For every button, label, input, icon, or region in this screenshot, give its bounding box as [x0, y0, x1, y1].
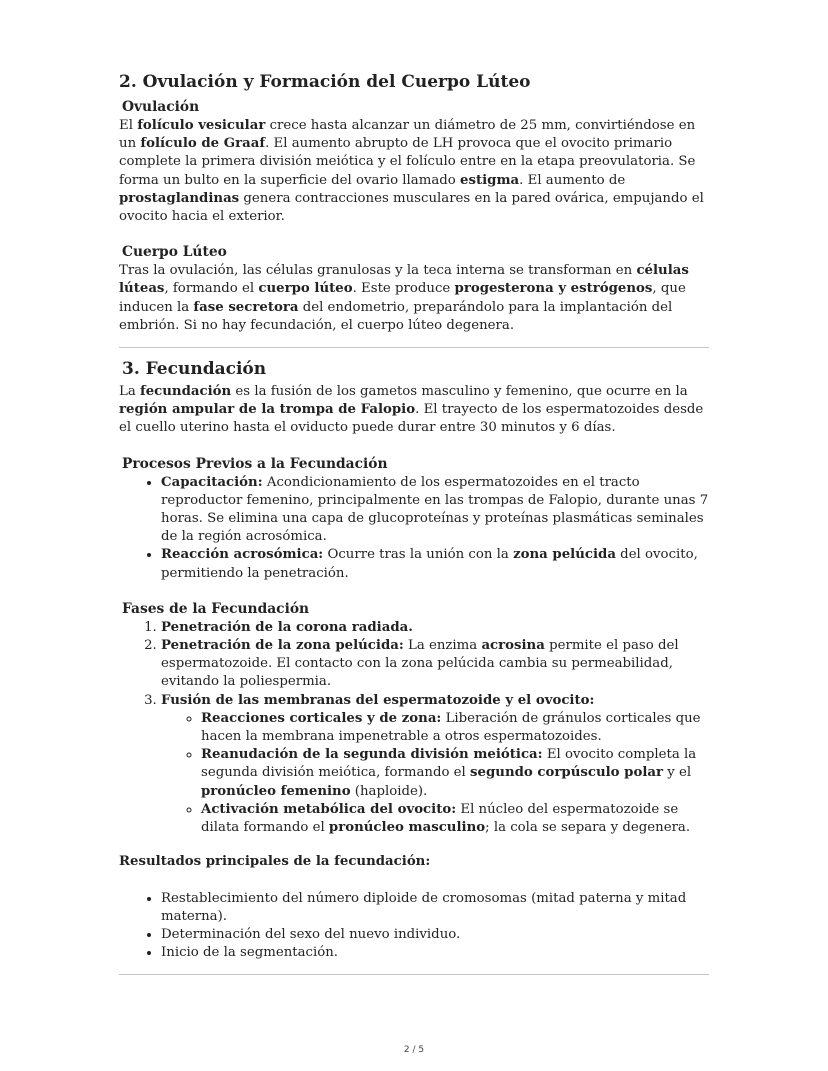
fases-heading: Fases de la Fecundación [122, 600, 310, 617]
sublist-item: ◦ Activación metabólica del ovocito: El núcleo del espermatozoide se dilata formando el pronúcleo masculino; la cola se separa y degenera. [201, 801, 709, 837]
sublist-item: ◦ Reacciones corticales y de zona: Liberación de gránulos corticales que hacen la membrana impenetrable a otros espermatozoides. [201, 710, 709, 746]
fases-list [119, 619, 709, 837]
list-item: • Determinación del sexo del nuevo individuo. [161, 926, 709, 944]
list-item: • Inicio de la segmentación. [161, 944, 709, 962]
list-item: 2. Penetración de la zona pelúcida: La enzima acrosina permite el paso del espermatozoide. El contacto con la zona pelúcida cambia su permeabilidad, evitando la poliespermia. [161, 637, 709, 692]
document-page [119, 70, 709, 975]
section-3-title: 3. Fecundación [122, 359, 267, 380]
resultados-heading: Resultados principales de la fecundación: [119, 854, 431, 870]
sublist-item: ◦ Reanudación de la segunda división meiótica: El ovocito completa la segunda división meiótica, formando el segundo corpúsculo polar y el pronúcleo femenino (haploide). [201, 746, 709, 801]
list-item-text: Fusión de las membranas del espermatozoide y el ovocito: [161, 692, 595, 708]
section-divider [119, 974, 709, 975]
page-number: 2 / 5 [403, 1045, 425, 1055]
procesos-previos-list [119, 474, 709, 583]
ovulacion-paragraph: El folículo vesicular crece hasta alcanzar un diámetro de 25 mm, convirtiéndose en un folículo de Graaf. El aumento abrupto de LH provoca que el ovocito primario complete la primera división meiótica y el folículo entre en la etapa preovulatoria. Se forma un bulto en la superficie del ovario llamado estigma. El aumento de prostaglandinas genera contracciones musculares en la pared ovárica, empujando el ovocito hacia el exterior. [119, 118, 704, 225]
list-item [161, 692, 709, 838]
section-2-title: 2. Ovulación y Formación del Cuerpo Lúteo [119, 72, 531, 92]
cuerpo-luteo-heading: Cuerpo Lúteo [122, 244, 227, 261]
cuerpo-luteo-paragraph: Tras la ovulación, las células granulosas y la teca interna se transforman en células lúteas, formando el cuerpo lúteo. Este produce progesterona y estrógenos, que inducen la fase secretora del endometrio, preparándolo para la implantación del embrión. Si no hay fecundación, el cuerpo lúteo degenera. [119, 263, 689, 333]
list-item: • Capacitación: Acondicionamiento de los espermatozoides en el tracto reproductor femenino, principalmente en las trompas de Falopio, durante unas 7 horas. Se elimina una capa de glucoproteínas y proteínas plasmáticas seminales de la región acrosómica. [161, 474, 709, 547]
list-item: 1. Penetración de la corona radiada. [161, 619, 709, 637]
fusion-sublist [161, 710, 709, 837]
fecundacion-intro-paragraph: La fecundación es la fusión de los gametos masculino y femenino, que ocurre en la región ampular de la trompa de Falopio. El trayecto de los espermatozoides desde el cuello uterino hasta el oviducto puede durar entre 30 minutos y 6 días. [119, 384, 704, 436]
list-item: • Restablecimiento del número diploide de cromosomas (mitad paterna y mitad materna). [161, 890, 709, 926]
procesos-previos-heading: Procesos Previos a la Fecundación [122, 455, 388, 472]
list-item: • Reacción acrosómica: Ocurre tras la unión con la zona pelúcida del ovocito, permitiendo la penetración. [161, 546, 709, 582]
section-divider [119, 347, 709, 348]
resultados-list [119, 890, 709, 963]
ovulacion-heading: Ovulación [122, 99, 200, 115]
